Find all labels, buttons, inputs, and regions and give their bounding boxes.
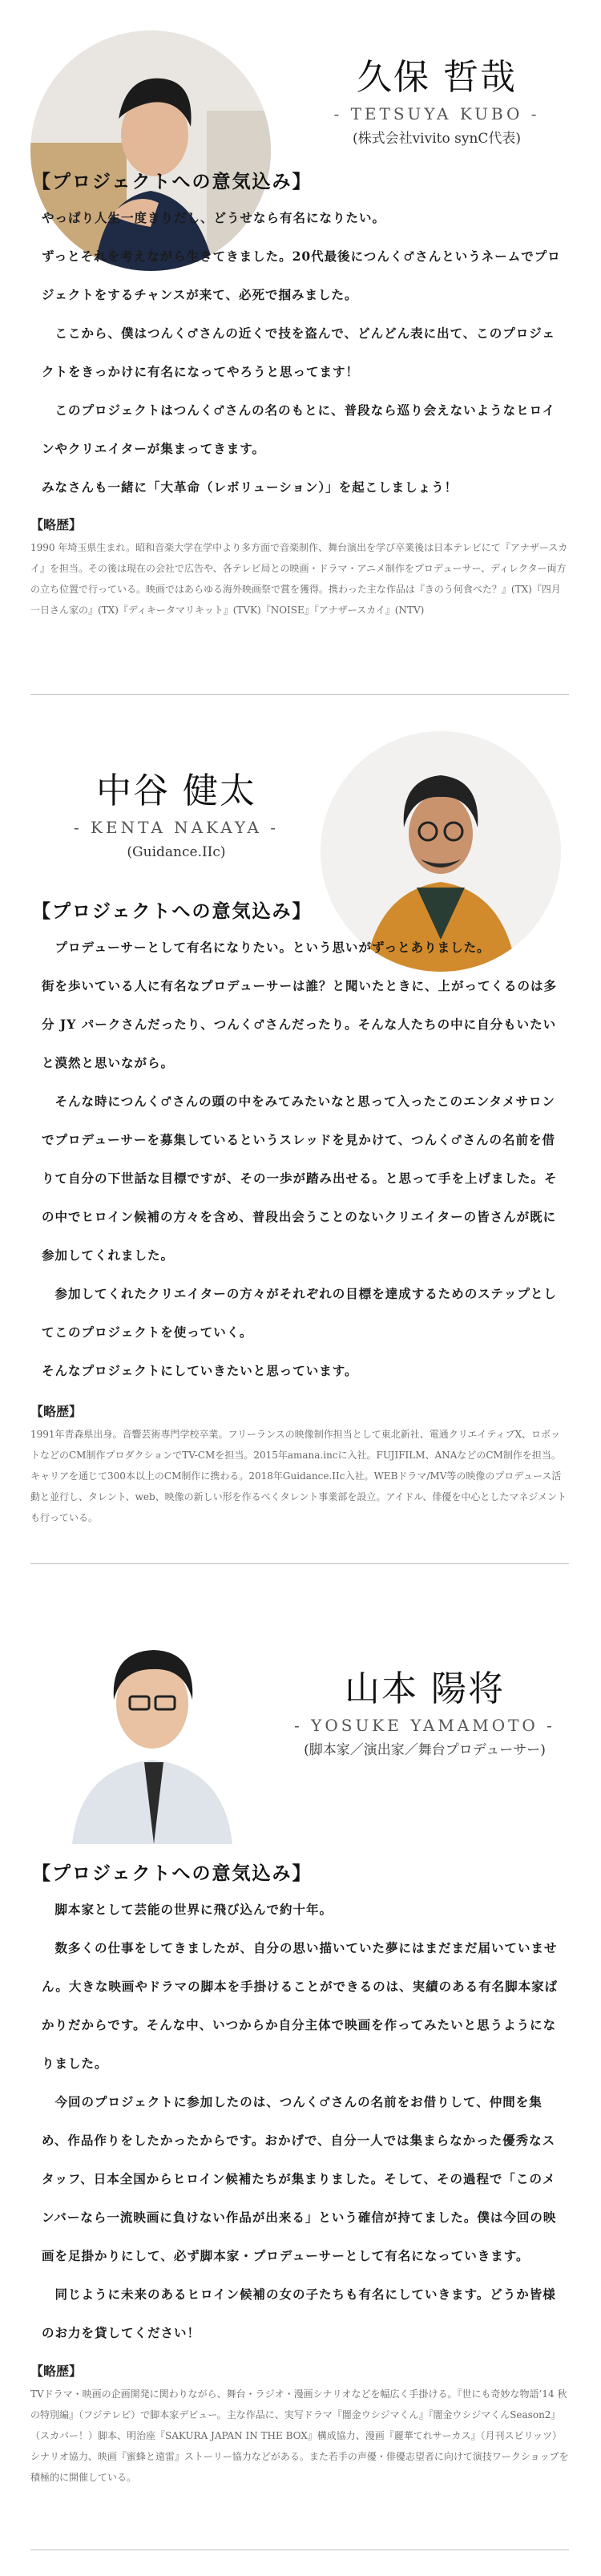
section-divider [30, 694, 569, 695]
member-name-en: - KENTA NAKAYA - [73, 818, 280, 837]
motivation-text [42, 199, 563, 507]
section-divider [30, 1563, 569, 1564]
bio-title: 【略歴】 [30, 2364, 83, 2379]
member-name-block [280, 1668, 569, 1761]
motivation-paragraph: ずっとそれを考えながら生きてきました。20代最後につんく♂さんというネームでプロジェクトをするチャンスが来て、必死で掴みました。 [42, 249, 561, 302]
motivation-paragraph: そんなプロジェクトにしていきたいと思っています。 [42, 1363, 358, 1378]
section-heading: 【プロジェクトへの意気込み】 [32, 900, 313, 922]
member-organization: (Guidance.IIc) [127, 844, 226, 860]
member-organization: (脚本家／演出家／舞台プロデューサー) [304, 1742, 546, 1758]
motivation-paragraph: 参加してくれたクリエイターの方々がそれぞれの目標を達成するためのステップとしてこのプロジェクトを使っていく。 [42, 1286, 557, 1340]
motivation-paragraph: このプロジェクトはつんく♂さんの名のもとに、普段なら巡り会えないようなヒロインやクリエイターが集まってきます。 [42, 402, 556, 456]
motivation-paragraph: 数多くの仕事をしてきましたが、自分の思い描いていた夢にはまだまだ届いていません。大きな映画やドラマの脚本を手掛けることができるのは、実績のある有名脚本家ばかりだからです。そんな中、いつからか自分主体で映画を作ってみたいと思うようになりました。 [42, 1940, 559, 2071]
member-section-kubo [0, 0, 601, 714]
member-name-block [305, 56, 569, 149]
section-heading: 【プロジェクトへの意気込み】 [32, 1862, 313, 1884]
motivation-paragraph: 脚本家として芸能の世界に飛び込んで約十年。 [42, 1902, 333, 1917]
member-name-en: - TETSUYA KUBO - [333, 104, 540, 123]
motivation-paragraph: 今回のプロジェクトに参加したのは、つんく♂さんの名前をお借りして、仲間を集め、作品作りをしたかったからです。おかげで、自分一人では集まらなかった優秀なスタッフ、日本全国からヒロイン候補たちが集まりました。そして、その過程で「このメンバーなら一流映画に負けない作品が出来る」という確信が持てました。僕は今回の映画を足掛かりにして、必ず脚本家・プロデューサーとして有名になっていきます。 [42, 2094, 557, 2263]
member-photo-yamamoto [64, 1620, 240, 1844]
motivation-text [42, 1891, 563, 2352]
bio-text: TVドラマ・映画の企画開発に関わりながら、舞台・ラジオ・漫画シナリオなどを幅広く手掛ける。『世にも奇妙な物語’14 秋の特別編』（フジテレビ）で脚本家デビュー。主な作品に、実写ドラマ『闇金ウシジマくん』『闇金ウシジマくんSeason2』（スカパー！）脚本、明治座『SAKURA JAPAN IN THE BOX』構成協力、漫画『麗華てれサーカス』（月刊スピリッツ）シナリオ協力、映画『蜜蜂と遠雷』ストーリー協力などがある。また若手の声優・俳優志望者に向けて演技ワークショップを積極的に開催している。 [30, 2388, 569, 2483]
member-name-jp: 久保 哲哉 [357, 57, 517, 98]
bio-title: 【略歴】 [30, 1404, 83, 1419]
member-name-en: - YOSUKE YAMAMOTO - [294, 1716, 555, 1735]
motivation-paragraph: 街を歩いている人に有名なプロデューサーは誰？と聞いたときに、上がってくるのは多分 JY パークさんだったり、つんく♂さんだったり。そんな人たちの中に自分もいたいと漠然と思いながら。 [42, 978, 558, 1070]
member-section-yamamoto [0, 1603, 601, 2576]
member-organization: (株式会社vivito synC代表) [352, 131, 522, 147]
motivation-paragraph: ここから、僕はつんく♂さんの近くで技を盗んで、どんどん表に出て、このプロジェクトをきっかけに有名になってやろうと思ってます！ [42, 326, 555, 379]
bio-text: 1990 年埼玉県生まれ。昭和音楽大学在学中より多方面で音楽制作、舞台演出を学び卒業後は日本テレビにて『アナザースカイ』を担当。その後は現在の会社で広告や、各テレビ局との映画・ドラマ・アニメ制作をプロデューサー、ディレクター両方の立ち位置で行っている。映画ではあらゆる海外映画祭で賞を獲得。携わった主な作品は『きのう何食べた？』(TX)『四月一日さん家の』(TX)『ディキータマリキット』(TVK)『NOISE』『アナザースカイ』(NTV) [30, 542, 568, 616]
bio-text: 1991年青森県出身。音響芸術専門学校卒業。フリーランスの映像制作担当として東北新社、電通クリエイティブX、ロボットなどのCM制作プロダクションでTV-CMを担当。2015年amana.incに入社。FUJIFILM、ANAなどのCM制作を担当。キャリアを通じて300本以上のCM制作に携わる。2018年Guidance.IIc入社。WEBドラマ/MV等の映像のプロデュース活動と並行し、タレント、web、映像の新しい形を作るべくタレント事業部を設立。アイドル、俳優を中心としたマネジメントも行っている。 [30, 1429, 567, 1523]
motivation-paragraph: 同じように未来のあるヒロイン候補の女の子たちも有名にしていきます。どうか皆様のお力を貸してください！ [42, 2287, 556, 2340]
member-name-jp: 山本 陽将 [345, 1668, 505, 1709]
motivation-paragraph: そんな時につんく♂さんの頭の中をみてみたいなと思って入ったこのエンタメサロンでプロデューサーを募集しているというスレッドを見かけて、つんく♂さんの名前を借りて自分の下世話な目標ですが、その一歩が踏み出せる。と思って手を上げました。その中でヒロイン候補の方々を含め、普段出会うことのないクリエイターの皆さんが既に参加してくれました。 [42, 1094, 558, 1263]
motivation-paragraph: やっぱり人生一度きりだし、どうせなら有名になりたい。 [42, 210, 386, 225]
member-section-nakaya [0, 714, 601, 1603]
bio-title: 【略歴】 [30, 517, 83, 532]
member-name-jp: 中谷 健太 [96, 770, 256, 811]
motivation-paragraph: プロデューサーとして有名になりたい。という思いがずっとありました。 [42, 940, 490, 955]
member-name-block [32, 770, 321, 863]
section-heading: 【プロジェクトへの意気込み】 [32, 171, 313, 192]
motivation-paragraph: みなさんも一緒に「大革命（レボリューション）」を起こしましょう！ [42, 479, 458, 495]
motivation-text [42, 928, 563, 1390]
